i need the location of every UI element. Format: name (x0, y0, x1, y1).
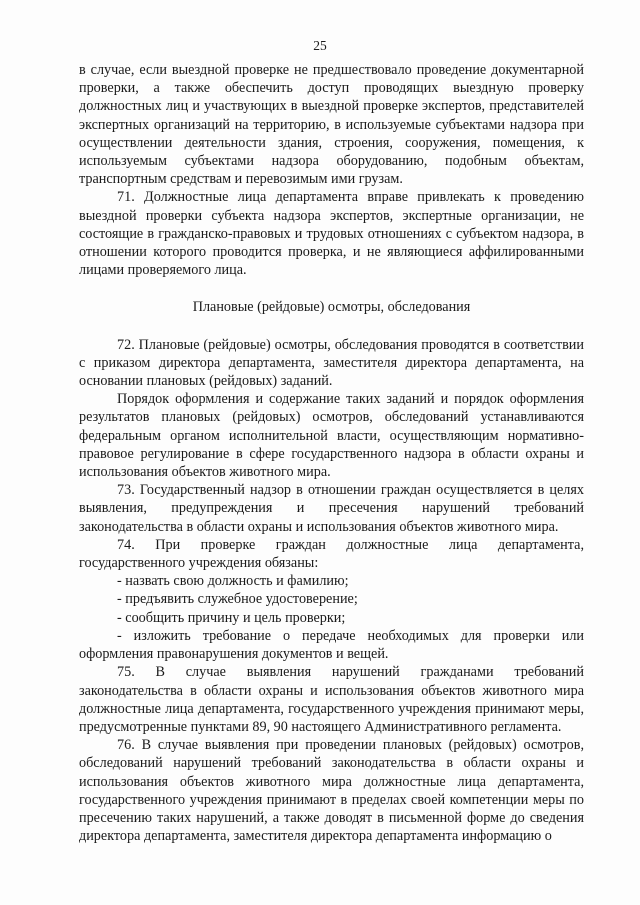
paragraph-74: 74. При проверке граждан должностные лица департамента, государственного учреждения обязаны: (79, 536, 584, 572)
page-number: 25 (313, 38, 327, 53)
paragraph-73: 73. Государственный надзор в отношении граждан осуществляется в целях выявления, предупреждения и пресечения нарушений требований законодательства в области охраны и использования объектов животного мира. (79, 482, 584, 535)
paragraph-75: 75. В случае выявления нарушений гражданами требований законодательства в области охраны и использования объектов животного мира должностные лица департамента, государственного учреждения принимают меры, предусмотренные пунктами 89, 90 настоящего Административного регламента. (79, 664, 584, 735)
list-item-duty-1: - назвать свою должность и фамилию; (117, 573, 349, 590)
section-heading: Плановые (рейдовые) осмотры, обследования (192, 299, 471, 316)
list-item-duty-2: - предъявить служебное удостоверение; (117, 591, 358, 608)
paragraph-72: 72. Плановые (рейдовые) осмотры, обследования проводятся в соответствии с приказом директора департамента, заместителя директора департамента, на основании плановых (рейдовых) заданий. (79, 336, 584, 390)
paragraph-continuation: в случае, если выездной проверке не предшествовало проведение документарной проверки, а также обеспечить доступ проводящих выездную проверку должностных лиц и участвующих в выездной проверке экспертов, представителей экспертных организаций на территорию, в используемые субъектами надзора при осуществлении деятельности здания, строения, сооружения, помещения, к используемым субъектами надзора оборудованию, подобным объектам, транспортным средствам и перевозимым ими грузам. (79, 62, 584, 188)
list-item-duty-3: - сообщить причину и цель проверки; (117, 609, 346, 626)
paragraph-71: 71. Должностные лица департамента вправе привлекать к проведению выездной проверки субъекта надзора экспертов, экспертные организации, не состоящие в гражданско-правовых и трудовых отношениях с субъектом надзора, в отношении которого проводится проверка, и не являющиеся аффилированными лицами проверяемого лица. (79, 189, 584, 279)
paragraph-76: 76. В случае выявления при проведении плановых (рейдовых) осмотров, обследований нарушений требований законодательства в области охраны и использования объектов животного мира должностные лица департамента, государственного учреждения принимают в пределах своей компетенции меры по пресечению таких нарушений, а также доводят в письменной форме до сведения директора департамента, заместителя директора департамента информацию о (79, 737, 584, 845)
paragraph-72-procedure: Порядок оформления и содержание таких заданий и порядок оформления результатов плановых (рейдовых) осмотров, обследований устанавливаются федеральным органом исполнительной власти, осуществляющим нормативно-правовое регулирование в сфере государственного надзора в области охраны и использования объектов животного мира. (79, 391, 584, 481)
document-body (79, 61, 584, 845)
list-item-duty-4: - изложить требование о передаче необходимых для проверки или оформления правонарушения документов и вещей. (79, 627, 584, 663)
